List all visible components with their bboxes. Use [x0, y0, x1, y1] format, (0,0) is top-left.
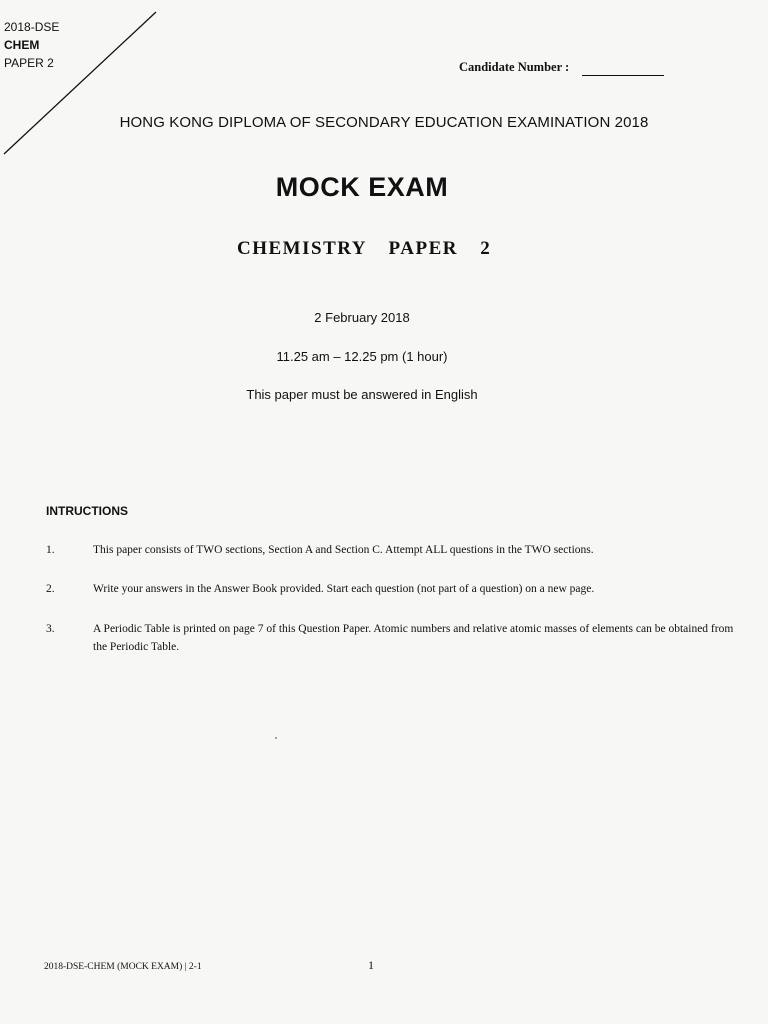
exam-time: 11.25 am – 12.25 pm (1 hour): [276, 349, 448, 364]
instruction-text: Write your answers in the Answer Book provided. Start each question (not part of a question) on a new page.: [93, 583, 595, 595]
instruction-text: A Periodic Table is printed on page 7 of this Question Paper. Atomic numbers and relative atomic masses of elements can be obtained from the Periodic Table.: [93, 623, 734, 653]
page-title: MOCK EXAM: [275, 172, 449, 202]
exam-header: HONG KONG DIPLOMA OF SECONDARY EDUCATION EXAMINATION 2018: [119, 114, 649, 131]
instruction-text: This paper consists of TWO sections, Section A and Section C. Attempt ALL questions in the TWO sections.: [93, 544, 594, 556]
page-number: 1: [368, 958, 374, 972]
candidate-number-label: Candidate Number :: [459, 60, 570, 74]
instruction-number: 2.: [46, 583, 55, 595]
instructions-heading: INTRUCTIONS: [46, 504, 128, 518]
footer-code: 2018-DSE-CHEM (MOCK EXAM) | 2-1: [44, 962, 202, 972]
corner-label: [4, 18, 59, 72]
scan-speck: [275, 737, 277, 739]
corner-paper: PAPER 2: [4, 56, 54, 70]
corner-subject: CHEM: [4, 38, 40, 52]
exam-date: 2 February 2018: [314, 310, 410, 325]
candidate-number-field[interactable]: [582, 75, 664, 76]
instruction-number: 1.: [46, 544, 55, 556]
subject-title: CHEMISTRY PAPER 2: [237, 238, 492, 259]
corner-exam-code: 2018-DSE: [4, 20, 60, 34]
language-note: This paper must be answered in English: [246, 387, 478, 402]
instruction-number: 3.: [46, 623, 55, 635]
